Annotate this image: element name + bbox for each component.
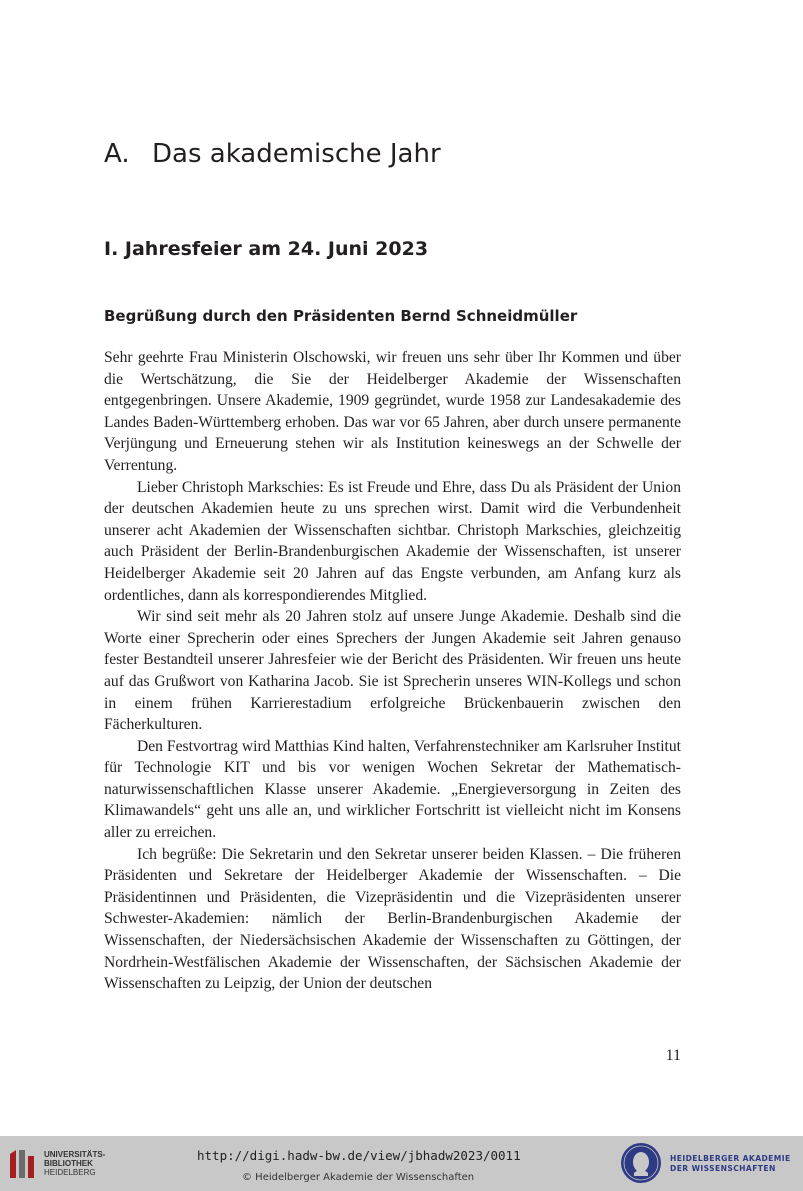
university-library-logo[interactable] xyxy=(8,1146,138,1182)
section-title: I. Jahresfeier am 24. Juni 2023 xyxy=(104,238,429,260)
university-library-text xyxy=(44,1150,105,1177)
paragraph-4: Den Festvortrag wird Matthias Kind halten, Verfahrenstechniker am Karlsruher Institut für Technologie KIT und bis vor wenigen Wochen Sekretar der Mathematisch-naturwissenschaftlichen Klasse unserer Akademie. „Energieversorgung in Zeiten des Klimawandels“ geht uns alle an, und wirklicher Fortschritt ist vielleicht nicht im Konsens aller zu erreichen. xyxy=(104,737,681,842)
ub-line-2: BIBLIOTHEK xyxy=(44,1159,93,1168)
chapter-title-text: Das akademische Jahr xyxy=(152,139,441,169)
body-text xyxy=(104,347,681,995)
academy-logo[interactable] xyxy=(620,1142,800,1184)
subsection-title: Begrüßung durch den Präsidenten Bernd Schneidmüller xyxy=(104,307,578,325)
academy-line-1: HEIDELBERGER AKADEMIE xyxy=(670,1154,791,1163)
page-number: 11 xyxy=(665,1047,681,1064)
paragraph-5: Ich begrüße: Die Sekretarin und den Sekretar unserer beiden Klassen. – Die früheren Präsidenten und Sekretare der Heidelberger Akademie der Wissenschaften. – Die Präsidentinnen und Präsidenten, die Vizepräsidentin und die Vizepräsidenten unserer Schwester-Akademien: nämlich der Berlin-Brandenburgischen Akademie der Wissenschaften, der Niedersächsischen Akademie der Wissenschaften zu Göttingen, der Nordrhein-Westfälischen Akademie der Wissenschaften, der Sächsischen Akademie der Wissenschaften zu Leipzig, der Union der deutschen xyxy=(104,845,681,993)
chapter-number: A. xyxy=(104,139,130,169)
paragraph-3: Wir sind seit mehr als 20 Jahren stolz auf unsere Junge Akademie. Deshalb sind die Worte einer Sprecherin oder eines Sprechers der Jungen Akademie seit Jahren genauso fester Bestandteil unserer Jahresfeier wie der Bericht des Präsidenten. Wir freuen uns heute auf das Grußwort von Katharina Jacob. Sie ist Sprecherin unseres WIN-Kollegs und schon in einem frühen Karrierestadium erfolgreiche Brückenbauerin zwischen den Fächerkulturen. xyxy=(104,608,681,734)
permalink-url[interactable]: http://digi.hadw-bw.de/view/jbhadw2023/0011 xyxy=(197,1148,521,1163)
academy-seal-icon xyxy=(620,1142,662,1184)
footer-bar xyxy=(0,1136,803,1191)
paragraph-1: Sehr geehrte Frau Ministerin Olschowski, wir freuen uns sehr über Ihr Kommen und über die Wertschätzung, die Sie der Heidelberger Akademie der Wissenschaften entgegenbringen. Unsere Akademie, 1909 gegründet, wurde 1958 zur Landesakademie des Landes Baden-Württemberg erhoben. Das war vor 65 Jahren, aber durch unsere permanente Verjüngung und Erneuerung stehen wir als Institution keineswegs an der Schwelle der Verrentung. xyxy=(104,349,681,474)
academy-line-2: DER WISSENSCHAFTEN xyxy=(670,1164,776,1173)
copyright-notice: © Heidelberger Akademie der Wissenschaften xyxy=(242,1172,475,1183)
ub-line-3: HEIDELBERG xyxy=(44,1168,96,1177)
chapter-title xyxy=(104,139,441,169)
paragraph-2: Lieber Christoph Markschies: Es ist Freude und Ehre, dass Du als Präsident der Union der deutschen Akademien heute zu uns sprechen wirst. Damit wird die Verbundenheit unserer acht Akademien der Wissenschaften sichtbar. Christoph Markschies, gleichzeitig auch Präsident der Berlin-Brandenburgischen Akademie der Wissenschaften, ist unserer Heidelberger Akademie seit 20 Jahren auf das Engste verbunden, am Anfang kurz als ordentliches, dann als korrespondierendes Mitglied. xyxy=(104,478,681,604)
academy-logo-text xyxy=(670,1154,791,1174)
ub-line-1: UNIVERSITÄTS- xyxy=(44,1150,106,1159)
university-library-icon xyxy=(8,1148,38,1180)
